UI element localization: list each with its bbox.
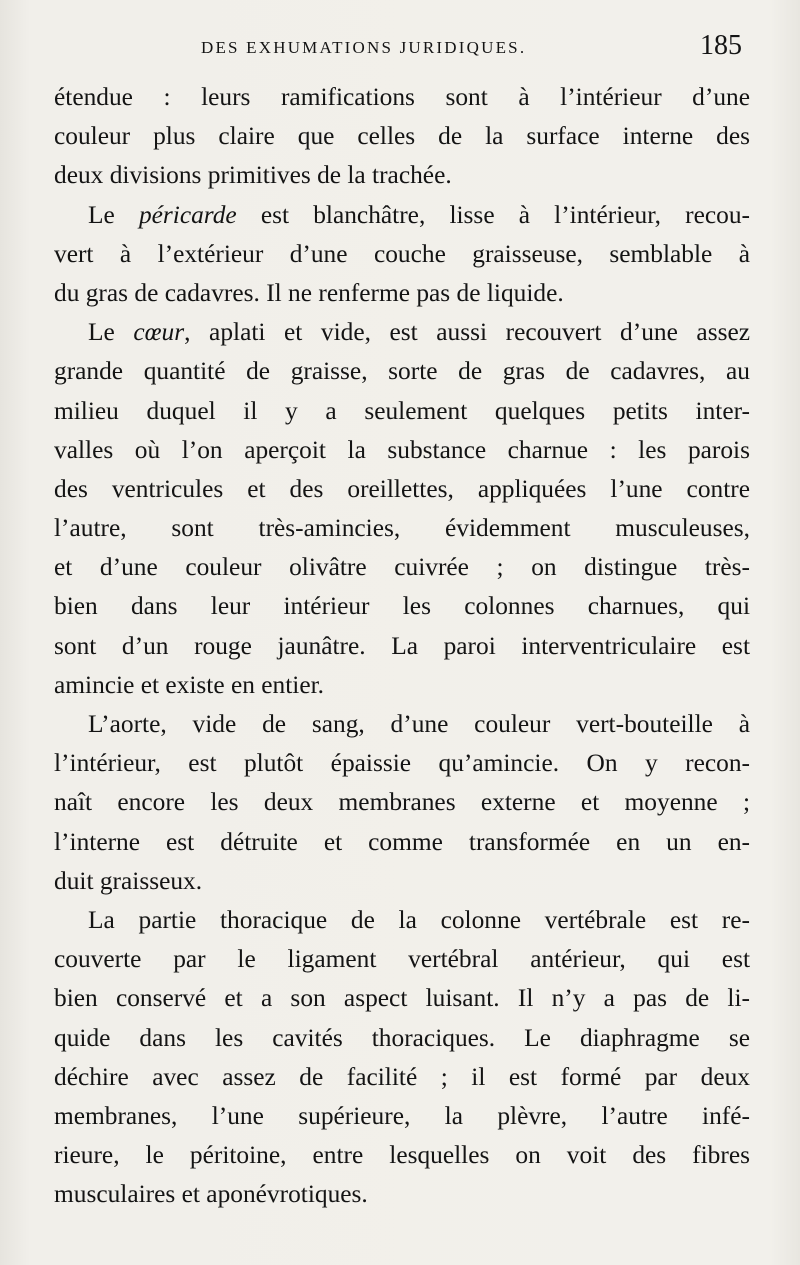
text-line: couleur plus claire que celles de la surface interne des xyxy=(54,122,750,151)
text-line: l’autre, sont très-amincies, évidemment musculeuses, xyxy=(54,514,750,543)
line-text: Le xyxy=(88,318,134,347)
running-head: DES EXHUMATIONS JURIDIQUES. xyxy=(201,38,527,57)
body-text xyxy=(54,78,750,1214)
text-line: du gras de cadavres. Il ne renferme pas de liquide. xyxy=(54,278,564,307)
text-line: l’intérieur, est plutôt épaissie qu’amincie. On y recon- xyxy=(54,749,750,778)
text-line: deux divisions primitives de la trachée. xyxy=(54,161,452,190)
text-line: La partie thoracique de la colonne vertébrale est re- xyxy=(88,905,750,934)
text-line: couverte par le ligament vertébral antérieur, qui est xyxy=(54,945,750,974)
line-text: Le xyxy=(88,200,139,229)
text-line: des ventricules et des oreillettes, appliquées l’une contre xyxy=(54,474,750,503)
text-line: étendue : leurs ramifications sont à l’intérieur d’une xyxy=(54,83,750,111)
text-line: duit graisseux. xyxy=(54,866,203,895)
text-line: musculaires et aponévrotiques. xyxy=(54,1180,368,1209)
line-text: , aplati et vide, est aussi recouvert d’une assez xyxy=(184,318,750,347)
text-line xyxy=(54,196,750,235)
text-line: vert à l’extérieur d’une couche graisseuse, semblable à xyxy=(54,239,750,268)
line-text: est blanchâtre, lisse à l’intérieur, recou- xyxy=(236,200,750,229)
text-line: l’interne est détruite et comme transformée en un en- xyxy=(54,827,750,856)
text-line: déchire avec assez de facilité ; il est formé par deux xyxy=(54,1062,750,1091)
text-line: grande quantité de graisse, sorte de gras de cadavres, au xyxy=(54,357,750,386)
italic-term: cœur xyxy=(133,318,185,347)
paragraph xyxy=(54,705,750,901)
paragraph xyxy=(54,901,750,1215)
text-line: quide dans les cavités thoraciques. Le diaphragme se xyxy=(54,1023,750,1052)
paragraph xyxy=(54,196,750,314)
text-line: amincie et existe en entier. xyxy=(54,670,325,699)
text-line: valles où l’on aperçoit la substance charnue : les parois xyxy=(54,435,750,464)
text-line: rieure, le péritoine, entre lesquelles on voit des fibres xyxy=(54,1141,750,1170)
text-line: bien conservé et a son aspect luisant. Il n’y a pas de li- xyxy=(54,984,750,1013)
paragraph xyxy=(54,78,750,196)
text-line: membranes, l’une supérieure, la plèvre, l’autre infé- xyxy=(54,1101,750,1130)
text-line: milieu duquel il y a seulement quelques petits inter- xyxy=(54,396,750,425)
italic-term: péricarde xyxy=(138,200,237,229)
text-line xyxy=(54,313,750,352)
page-header xyxy=(56,28,746,68)
text-line: bien dans leur intérieur les colonnes charnues, qui xyxy=(54,592,750,621)
text-line: et d’une couleur olivâtre cuivrée ; on distingue très- xyxy=(54,553,750,582)
text-line: sont d’un rouge jaunâtre. La paroi interventriculaire est xyxy=(54,631,750,660)
page-number: 185 xyxy=(700,30,742,61)
paragraph xyxy=(54,313,750,705)
text-line: naît encore les deux membranes externe et moyenne ; xyxy=(54,788,750,817)
text-line: L’aorte, vide de sang, d’une couleur vert-bouteille à xyxy=(88,710,750,738)
